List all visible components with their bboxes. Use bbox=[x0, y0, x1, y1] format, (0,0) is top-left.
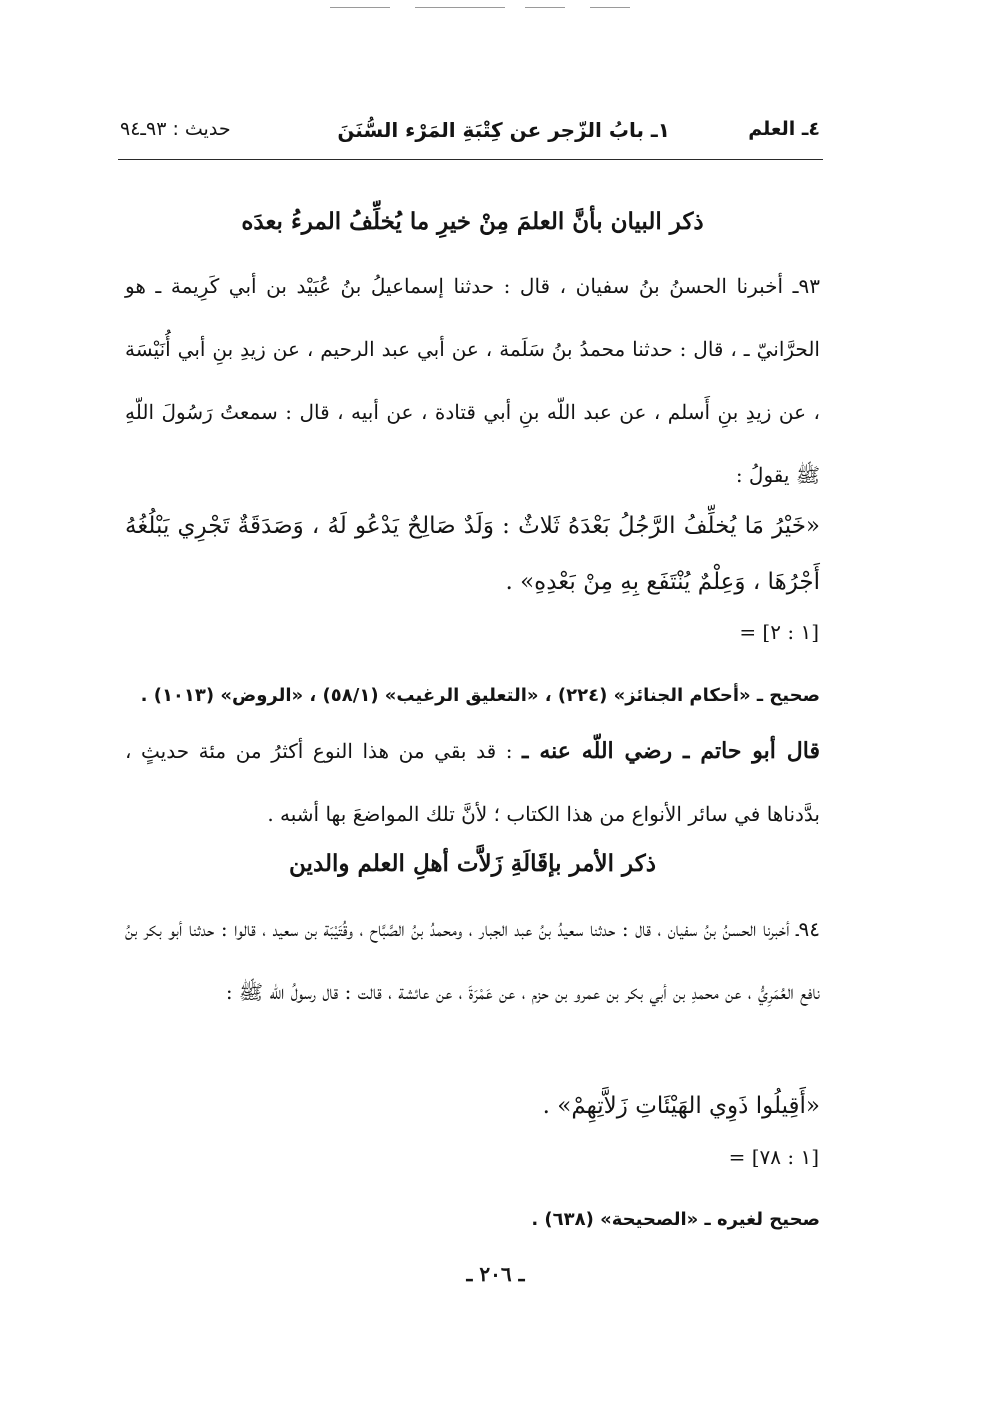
scan-mark bbox=[525, 7, 565, 8]
scan-mark bbox=[415, 7, 505, 8]
header-hadith-range: حديث : ٩٣ـ٩٤ bbox=[120, 118, 231, 140]
note-text: : قد بقي من هذا النوع أكثرُ من مئة حديثٍ ، بدَّدناها في سائر الأنواع من هذا الكتاب ؛ لأنَّ تلك المواضعَ بها أشبه . bbox=[125, 739, 820, 826]
hadith-93-isnad: ٩٣ـ أخبرنا الحسنُ بنُ سفيان ، قال : حدثنا إسماعيلُ بنُ عُبَيْد بن أبي كَرِيمة ـ هو الحرَّانيّ ـ ، قال : حدثنا محمدُ بنُ سَلَمة ، عن أبي عبد الرحيم ، عن زيدِ بنِ أبي أُنَيْسَة ، عن زيدِ بنِ أَسلم ، عن عبد اللّه بنِ أبي قتادة ، عن أبيه ، قال : سمعتُ رَسُولَ اللّهِ ﷺ يقولُ : bbox=[125, 274, 820, 487]
section-title-1: ذكر البيان بأنَّ العلمَ مِنْ خيرِ ما يُخلِّفُ المرءُ بعدَه bbox=[241, 208, 704, 235]
hadith-94-reference: = [١ : ٧٨] bbox=[728, 1145, 819, 1169]
section-title-2: ذكر الأمر بإقَالَةِ زَلاَّت أهلِ العلم والدين bbox=[289, 850, 656, 877]
note-speaker: قال أبو حاتم ـ رضي اللّه عنه ـ bbox=[522, 738, 820, 764]
scan-mark bbox=[590, 7, 630, 8]
hadith-93-reference: = [١ : ٢] bbox=[739, 620, 819, 644]
header-book-title: ٤ـ العلم bbox=[748, 118, 820, 140]
scan-mark bbox=[330, 7, 390, 8]
running-header bbox=[120, 118, 820, 158]
abu-hatim-note bbox=[125, 720, 820, 846]
hadith-94-isnad: ٩٤ـ أخبرنا الحسنُ بنُ سفيان ، قال : حدثنا سعيدُ بنُ عبد الجبار ، ومحمدُ بنُ الصَّبَّاح ، وقُتَيْبَة بن سعيد ، قالوا : حدثنا أبو بكر بنُ نافع العُمَرِيُّ ، عن محمدِ بن أبي بكر بن عمرو بن حزم ، عن عَمْرَةَ ، عن عائشة ، قالت : قال رسولُ اللّه ﷺ : bbox=[125, 917, 820, 1004]
hadith-93-text: «خَيْرُ مَا يُخلِّفُ الرَّجُلُ بَعْدَهُ ثَلاثٌ : وَلَدٌ صَالِحٌ يَدْعُو لَهُ ، وَصَدَقَةٌ تَجْرِي يَبْلُغُهُ أَجْرُهَا ، وَعِلْمٌ يُنْتَفَع بِهِ مِنْ بَعْدِهِ» . bbox=[125, 513, 820, 595]
hadith-93-grading: صحيح ـ «أحكام الجنائز» (٢٢٤) ، «التعليق الرغيب» (٥٨/١) ، «الروض» (١٠١٣) . bbox=[140, 685, 820, 706]
header-chapter-title: ١ـ بابُ الزّجر عن كِتْبَةِ المَرْء السُّنَنَ bbox=[337, 118, 670, 142]
hadith-94-grading: صحيح لغيره ـ «الصحيحة» (٦٣٨) . bbox=[531, 1209, 820, 1230]
page-number: ـ ٢٠٦ ـ bbox=[466, 1262, 525, 1286]
hadith-94-text: «أَقِيلُوا ذَوِي الهَيْئَاتِ زَلاَّتِهِمْ» . bbox=[542, 1093, 820, 1119]
header-divider bbox=[118, 159, 823, 160]
